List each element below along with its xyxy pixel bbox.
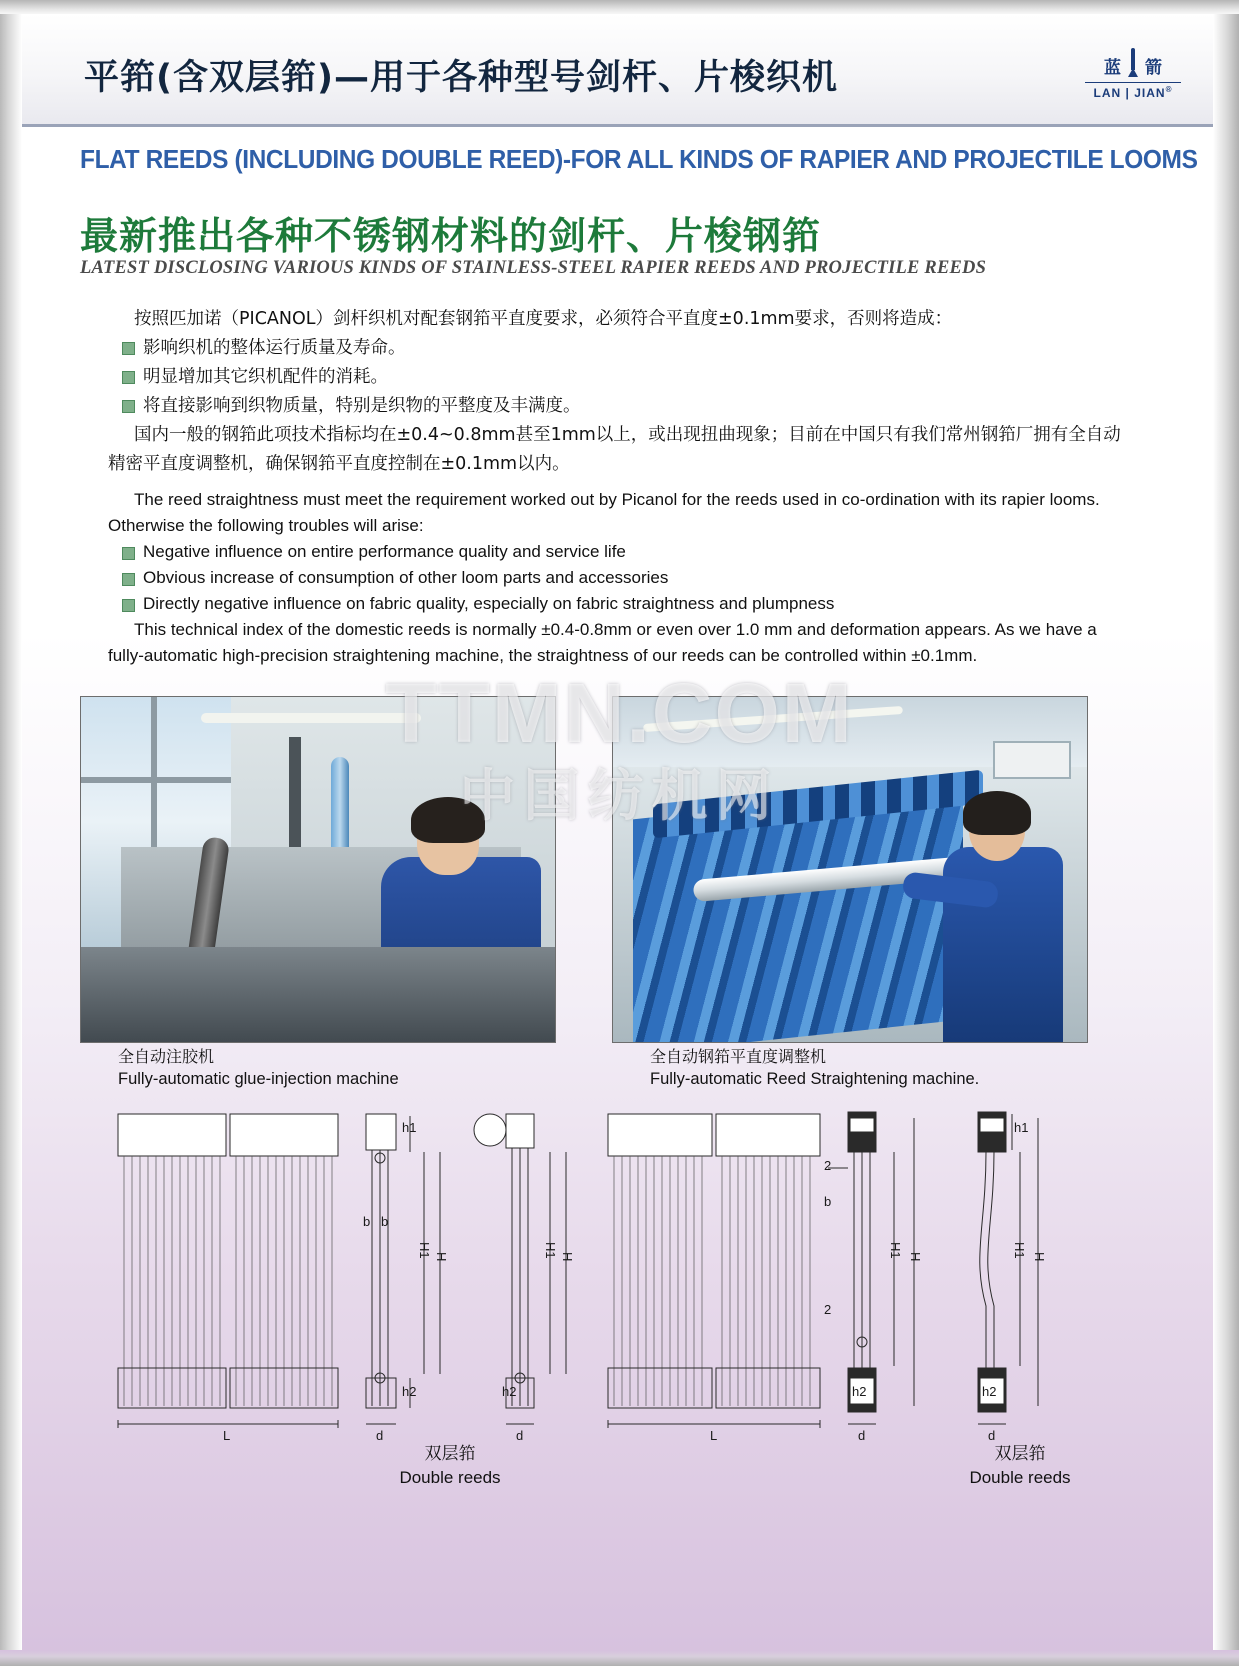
photo-glue-injection-machine bbox=[80, 696, 556, 1043]
body-cn-bullet-3-text: 将直接影响到织物质量，特别是织物的平整度及丰满度。 bbox=[143, 396, 581, 416]
body-cn-bullet-2 bbox=[108, 363, 1128, 392]
body-en-bullet-3 bbox=[108, 591, 1128, 617]
logo-char-right: 箭 bbox=[1145, 58, 1162, 78]
watermark-line-2: 中国纺机网 bbox=[459, 764, 780, 829]
dim-label-b-b: b bbox=[381, 1214, 389, 1229]
caption-double-reeds-right-cn: 双层筘 bbox=[994, 1444, 1046, 1464]
photo-reed-straightening-machine bbox=[612, 696, 1088, 1043]
caption-left-cn: 全自动注胶机 bbox=[118, 1047, 215, 1066]
bullet-square-icon bbox=[122, 400, 135, 413]
brand-logo bbox=[1085, 38, 1181, 112]
headline-chinese: 最新推出各种不锈钢材料的剑杆、片梭钢筘 bbox=[80, 214, 822, 258]
photo1-ceiling-light bbox=[201, 713, 421, 723]
body-en-closing: This technical index of the domestic reeds is normally ±0.4-0.8mm or even over 1.0 mm and deformation appears. As we have a fully-automatic high-precision straightening machine, the straightness of our reeds can be controlled within ±0.1mm. bbox=[108, 620, 1097, 665]
caption-reed-straightening-machine bbox=[650, 1046, 979, 1090]
dim-label-h2-b: h2 bbox=[502, 1384, 517, 1399]
bullet-square-icon bbox=[122, 547, 135, 560]
reed-cross-section-diagrams bbox=[80, 1106, 1088, 1446]
body-en-intro: The reed straightness must meet the requirement worked out by Picanol for the reeds used in co-ordination with its rapier looms. Otherwise the following troubles will arise: bbox=[108, 490, 1100, 535]
dim-label-d-a: d bbox=[376, 1428, 384, 1443]
dim-label-H-d: H bbox=[1032, 1252, 1047, 1262]
body-cn-closing: 国内一般的钢筘此项技术指标均在±0.4~0.8mm甚至1mm以上，或出现扭曲现象；目前在中国只有我们常州钢筘厂拥有全自动精密平直度调整机，确保钢筘平直度控制在±0.1mm以内。 bbox=[108, 425, 1121, 474]
caption-double-reeds-left-cn: 双层筘 bbox=[424, 1444, 476, 1464]
bullet-square-icon bbox=[122, 371, 135, 384]
logo-mark bbox=[1085, 38, 1181, 78]
dim-label-h2-d: h2 bbox=[982, 1384, 997, 1399]
arrow-icon bbox=[1128, 48, 1138, 78]
body-en-bullet-1-text: Negative influence on entire performance quality and service life bbox=[143, 542, 626, 561]
dim-label-h1-b: h1 bbox=[1014, 1120, 1029, 1135]
dim-label-H1-c: H1 bbox=[888, 1242, 903, 1259]
dim-label-b-a: b bbox=[363, 1214, 371, 1229]
dim-label-H-a: H bbox=[434, 1252, 449, 1262]
page-edge-bottom bbox=[0, 1650, 1239, 1666]
logo-latin-text: LAN | JIAN® bbox=[1085, 82, 1181, 100]
caption-glue-injection-machine bbox=[118, 1046, 399, 1090]
body-cn-bullet-1 bbox=[108, 334, 1128, 363]
dim-label-d-c: d bbox=[858, 1428, 866, 1443]
dim-label-H1-b: H1 bbox=[543, 1242, 558, 1259]
subtitle-english: FLAT REEDS (INCLUDING DOUBLE REED)-FOR ALL KINDS OF RAPIER AND PROJECTILE LOOMS bbox=[80, 146, 1198, 174]
body-en-bullet-2 bbox=[108, 565, 1128, 591]
caption-double-reeds-left-en: Double reeds bbox=[399, 1468, 501, 1487]
bullet-square-icon bbox=[122, 573, 135, 586]
dim-label-h2-a: h2 bbox=[402, 1384, 417, 1399]
body-text-chinese bbox=[108, 305, 1128, 479]
dim-label-H1-d: H1 bbox=[1012, 1242, 1027, 1259]
photo2-wall-sign bbox=[993, 741, 1071, 779]
caption-double-reeds-left bbox=[330, 1443, 570, 1489]
headline-english: LATEST DISCLOSING VARIOUS KINDS OF STAINLESS-STEEL RAPIER REEDS AND PROJECTILE REEDS bbox=[80, 258, 987, 278]
dim-label-d-d: d bbox=[988, 1428, 996, 1443]
dim-label-H-c: H bbox=[908, 1252, 923, 1262]
dim-label-L-a: L bbox=[223, 1428, 231, 1443]
watermark-line-1: TTMN.COM bbox=[385, 666, 854, 760]
photo2-worker-hair bbox=[963, 791, 1031, 835]
bullet-square-icon bbox=[122, 342, 135, 355]
page-edge-top bbox=[0, 0, 1239, 14]
body-cn-bullet-2-text: 明显增加其它织机配件的消耗。 bbox=[143, 367, 388, 387]
body-en-bullet-3-text: Directly negative influence on fabric quality, especially on fabric straightness and plumpness bbox=[143, 594, 835, 613]
dim-label-2-a: 2 bbox=[824, 1158, 832, 1173]
body-text-english bbox=[108, 487, 1128, 669]
caption-right-cn: 全自动钢筘平直度调整机 bbox=[650, 1047, 827, 1066]
dim-label-L-b: L bbox=[710, 1428, 718, 1443]
dim-label-d-b: d bbox=[516, 1428, 524, 1443]
dim-label-b-c: b bbox=[824, 1194, 832, 1209]
caption-left-en: Fully-automatic glue-injection machine bbox=[118, 1070, 399, 1088]
page-edge-right bbox=[1213, 0, 1239, 1666]
page-title: 平筘(含双层筘)—用于各种型号剑杆、片梭织机 bbox=[84, 58, 838, 98]
caption-double-reeds-right-en: Double reeds bbox=[969, 1468, 1071, 1487]
body-cn-bullet-1-text: 影响织机的整体运行质量及寿命。 bbox=[143, 338, 406, 358]
header-band bbox=[22, 14, 1213, 127]
caption-right-en: Fully-automatic Reed Straightening machine. bbox=[650, 1070, 980, 1088]
body-cn-bullet-3 bbox=[108, 392, 1128, 421]
photo2-worker-body bbox=[943, 847, 1063, 1042]
page-edge-left bbox=[0, 0, 22, 1666]
photo1-workbench bbox=[81, 947, 555, 1042]
dim-label-h1-a: h1 bbox=[402, 1120, 417, 1135]
body-cn-intro: 按照匹加诺（PICANOL）剑杆织机对配套钢筘平直度要求，必须符合平直度±0.1mm要求，否则将造成： bbox=[134, 309, 953, 329]
dim-label-H-b: H bbox=[560, 1252, 575, 1262]
body-en-bullet-2-text: Obvious increase of consumption of other loom parts and accessories bbox=[143, 568, 669, 587]
logo-char-left: 蓝 bbox=[1104, 58, 1121, 78]
caption-double-reeds-right bbox=[920, 1443, 1120, 1489]
body-en-bullet-1 bbox=[108, 539, 1128, 565]
dim-label-h2-c: h2 bbox=[852, 1384, 867, 1399]
dim-label-H1-a: H1 bbox=[417, 1242, 432, 1259]
dim-label-2-b: 2 bbox=[824, 1302, 832, 1317]
photo1-worker-hair bbox=[411, 797, 485, 843]
bullet-square-icon bbox=[122, 599, 135, 612]
